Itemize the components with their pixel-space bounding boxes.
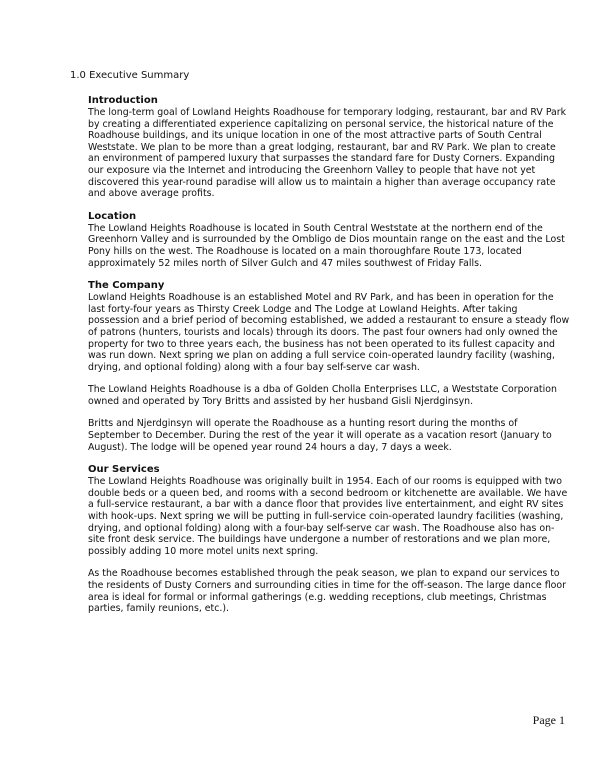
document-body — [88, 95, 570, 615]
spacer — [88, 453, 570, 464]
services-paragraph-2: As the Roadhouse becomes established through the peak season, we plan to expand our services to the residents of Dusty Corners and surrounding cities in time for the off-season. The large dance floor area is ideal for formal or informal gatherings (e.g. wedding receptions, club meetings, Christmas parties, family reunions, etc.). — [88, 568, 566, 615]
section-title: 1.0 Executive Summary — [70, 70, 190, 81]
location-heading: Location — [88, 210, 137, 222]
services-heading: Our Services — [88, 464, 160, 476]
company-paragraph-3: Britts and Njerdginsyn will operate the Roadhouse as a hunting resort during the months of September to December. During the rest of the year it will operate as a vacation resort (January to August). The lodge will be opened year round 24 hours a day, 7 days a week. — [88, 418, 552, 453]
spacer — [88, 200, 570, 211]
location-paragraph: The Lowland Heights Roadhouse is located in South Central Weststate at the northern end of the Greenhorn Valley and is surrounded by the Ombligo de Dios mountain range on the east and the Lost Pony hills on the west. The Roadhouse is located on a main thoroughfare Route 173, located approximately 52 miles north of Silver Gulch and 47 miles southwest of Friday Falls. — [88, 222, 565, 269]
company-paragraph-2: The Lowland Heights Roadhouse is a dba of Golden Cholla Enterprises LLC, a Weststate Corporation owned and operated by Tory Britts and assisted by her husband Gisli Njerdginsyn. — [88, 384, 557, 407]
services-paragraph-1: The Lowland Heights Roadhouse was originally built in 1954. Each of our rooms is equipped with two double beds or a queen bed, and rooms with a second bedroom or kitchenette are available. We have a full-service restaurant, a bar with a dance floor that provides live entertainment, and eight RV sites with hook-ups. Next spring we will be putting in full-service coin-operated laundry facilities (washing, drying, and optional folding) along with a four-bay self-serve car wash. The Roadhouse also has on-site front desk service. The buildings have undergone a number of restorations and we plan more, possibly adding 10 more motel units next spring. — [88, 476, 568, 557]
introduction-paragraph: The long-term goal of Lowland Heights Roadhouse for temporary lodging, restaurant, bar and RV Park by creating a differentiated experience capitalizing on personal service, the historical nature of the Roadhouse buildings, and its unique location in one of the most attractive parts of South Central Weststate. We plan to be more than a great lodging, restaurant, bar and RV Park. We plan to create an environment of pampered luxury that surpasses the standard fare for Dusty Corners. Expanding our exposure via the Internet and introducing the Greenhorn Valley to people that have not yet discovered this year-round paradise will allow us to maintain a higher than average occupancy rate and above average profits. — [88, 107, 567, 200]
spacer — [88, 373, 570, 384]
spacer — [88, 269, 570, 280]
spacer — [88, 557, 570, 568]
spacer — [88, 407, 570, 418]
introduction-heading: Introduction — [88, 95, 158, 106]
page-number: Page 1 — [532, 713, 565, 727]
company-heading: The Company — [88, 280, 165, 292]
company-paragraph-1: Lowland Heights Roadhouse is an established Motel and RV Park, and has been in operation for the last forty-four years as Thirsty Creek Lodge and The Lodge at Lowland Heights. After taking possession and a brief period of becoming established, we added a restaurant to ensure a steady flow of patrons (hunters, tourists and locals) through its doors. The past four owners had only owned the property for two to three years each, the business has not been operated to its fullest capacity and was run down. Next spring we plan on adding a full service coin-operated laundry facility (washing, drying, and optional folding) along with a four bay self-serve car wash. — [88, 292, 570, 373]
